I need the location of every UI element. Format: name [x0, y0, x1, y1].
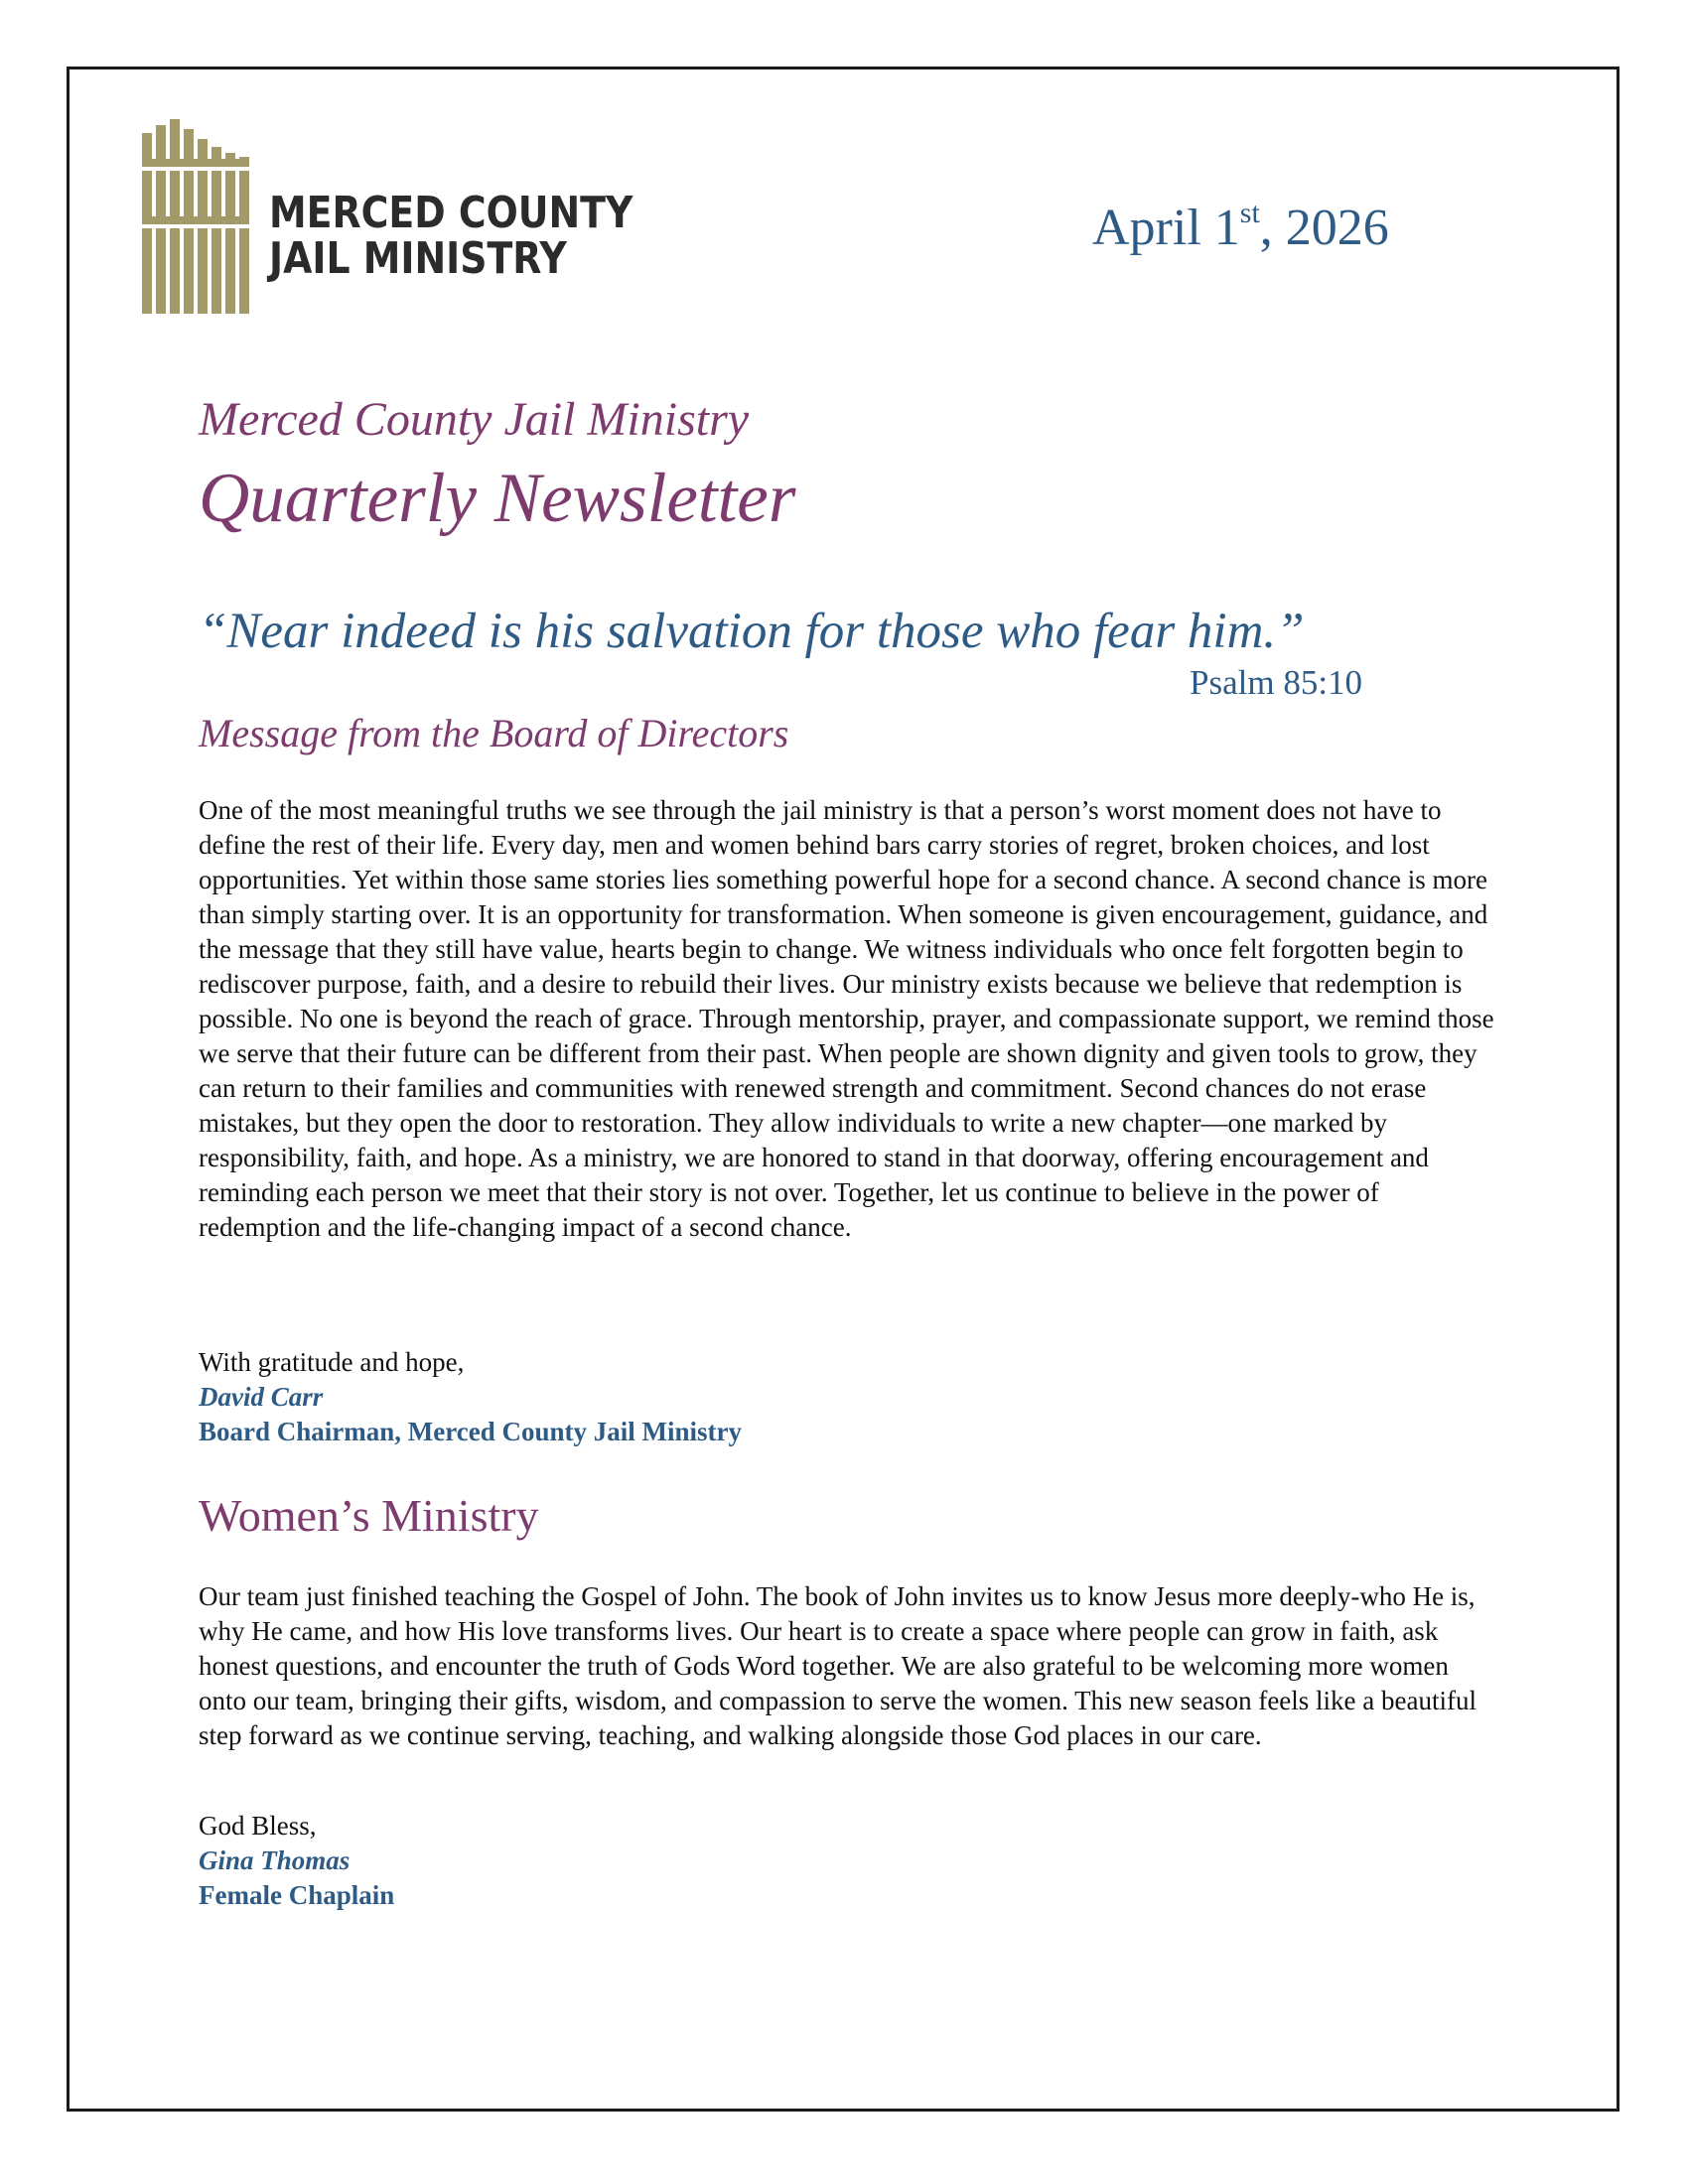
womens-signer-title: Female Chaplain — [199, 1880, 395, 1910]
date-main: April 1 — [1092, 200, 1240, 256]
newsletter-title: Quarterly Newsletter — [199, 460, 796, 537]
board-closing: With gratitude and hope, — [199, 1347, 465, 1377]
logo-line-1: MERCED COUNTY — [269, 188, 633, 238]
scripture-quote: “Near indeed is his salvation for those who fear him.” — [199, 604, 1305, 659]
womens-ministry-body: Our team just finished teaching the Gospel of John. The book of John invites us to know Jesus more deeply-who He is, why He came, and how His love transforms lives. Our heart is to create a space where people can grow in faith, ask honest questions, and encounter the truth of Gods Word together. We are also grateful to be welcoming more women onto our team, bringing their gifts, wisdom, and compassion to serve the women. This new season feels like a beautiful step forward as we continue serving, teaching, and walking alongside those God places in our care. — [199, 1581, 1477, 1750]
womens-closing: God Bless, — [199, 1811, 317, 1841]
building-columns-icon — [142, 119, 261, 314]
organization-name: Merced County Jail Ministry — [199, 393, 750, 446]
board-section-heading: Message from the Board of Directors — [199, 711, 789, 755]
board-message-body: One of the most meaningful truths we see through the jail ministry is that a person’s worst moment does not have to define the rest of their life. Every day, men and women behind bars carry stories of regret, broken choices, and lost opportunities. Yet within those same stories lies something powerful hope for a second chance. A second chance is more than simply starting over. It is an opportunity for transformation. When someone is given encouragement, guidance, and the message that they still have value, hearts begin to change. We witness individuals who once felt forgotten begin to rediscover purpose, faith, and a desire to rebuild their lives. Our ministry exists because we believe that redemption is possible. No one is beyond the reach of grace. Through mentorship, prayer, and compassionate support, we remind those we serve that their future can be different from their past. When people are shown dignity and given tools to grow, they can return to their families and communities with renewed strength and commitment. Second chances do not erase mistakes, but they open the door to restoration. They allow individuals to write a new chapter—one marked by responsibility, faith, and hope. As a ministry, we are honored to stand in that doorway, offering encouragement and reminding each person we meet that their story is not over. Together, let us continue to believe in the power of redemption and the life-changing impact of a second chance. — [199, 795, 1494, 1242]
logo-wordmark — [269, 188, 633, 284]
womens-ministry-heading: Women’s Ministry — [199, 1490, 539, 1541]
newsletter-date — [1092, 199, 1389, 257]
womens-signer-name: Gina Thomas — [199, 1845, 351, 1875]
board-signer-name: David Carr — [199, 1382, 324, 1412]
logo-line-2: JAIL MINISTRY — [269, 233, 567, 284]
ministry-logo — [142, 119, 633, 314]
scripture-reference: Psalm 85:10 — [1190, 663, 1363, 702]
date-suffix: st — [1239, 197, 1260, 229]
date-year: , 2026 — [1259, 200, 1389, 256]
board-signer-title: Board Chairman, Merced County Jail Ministry — [199, 1417, 742, 1446]
